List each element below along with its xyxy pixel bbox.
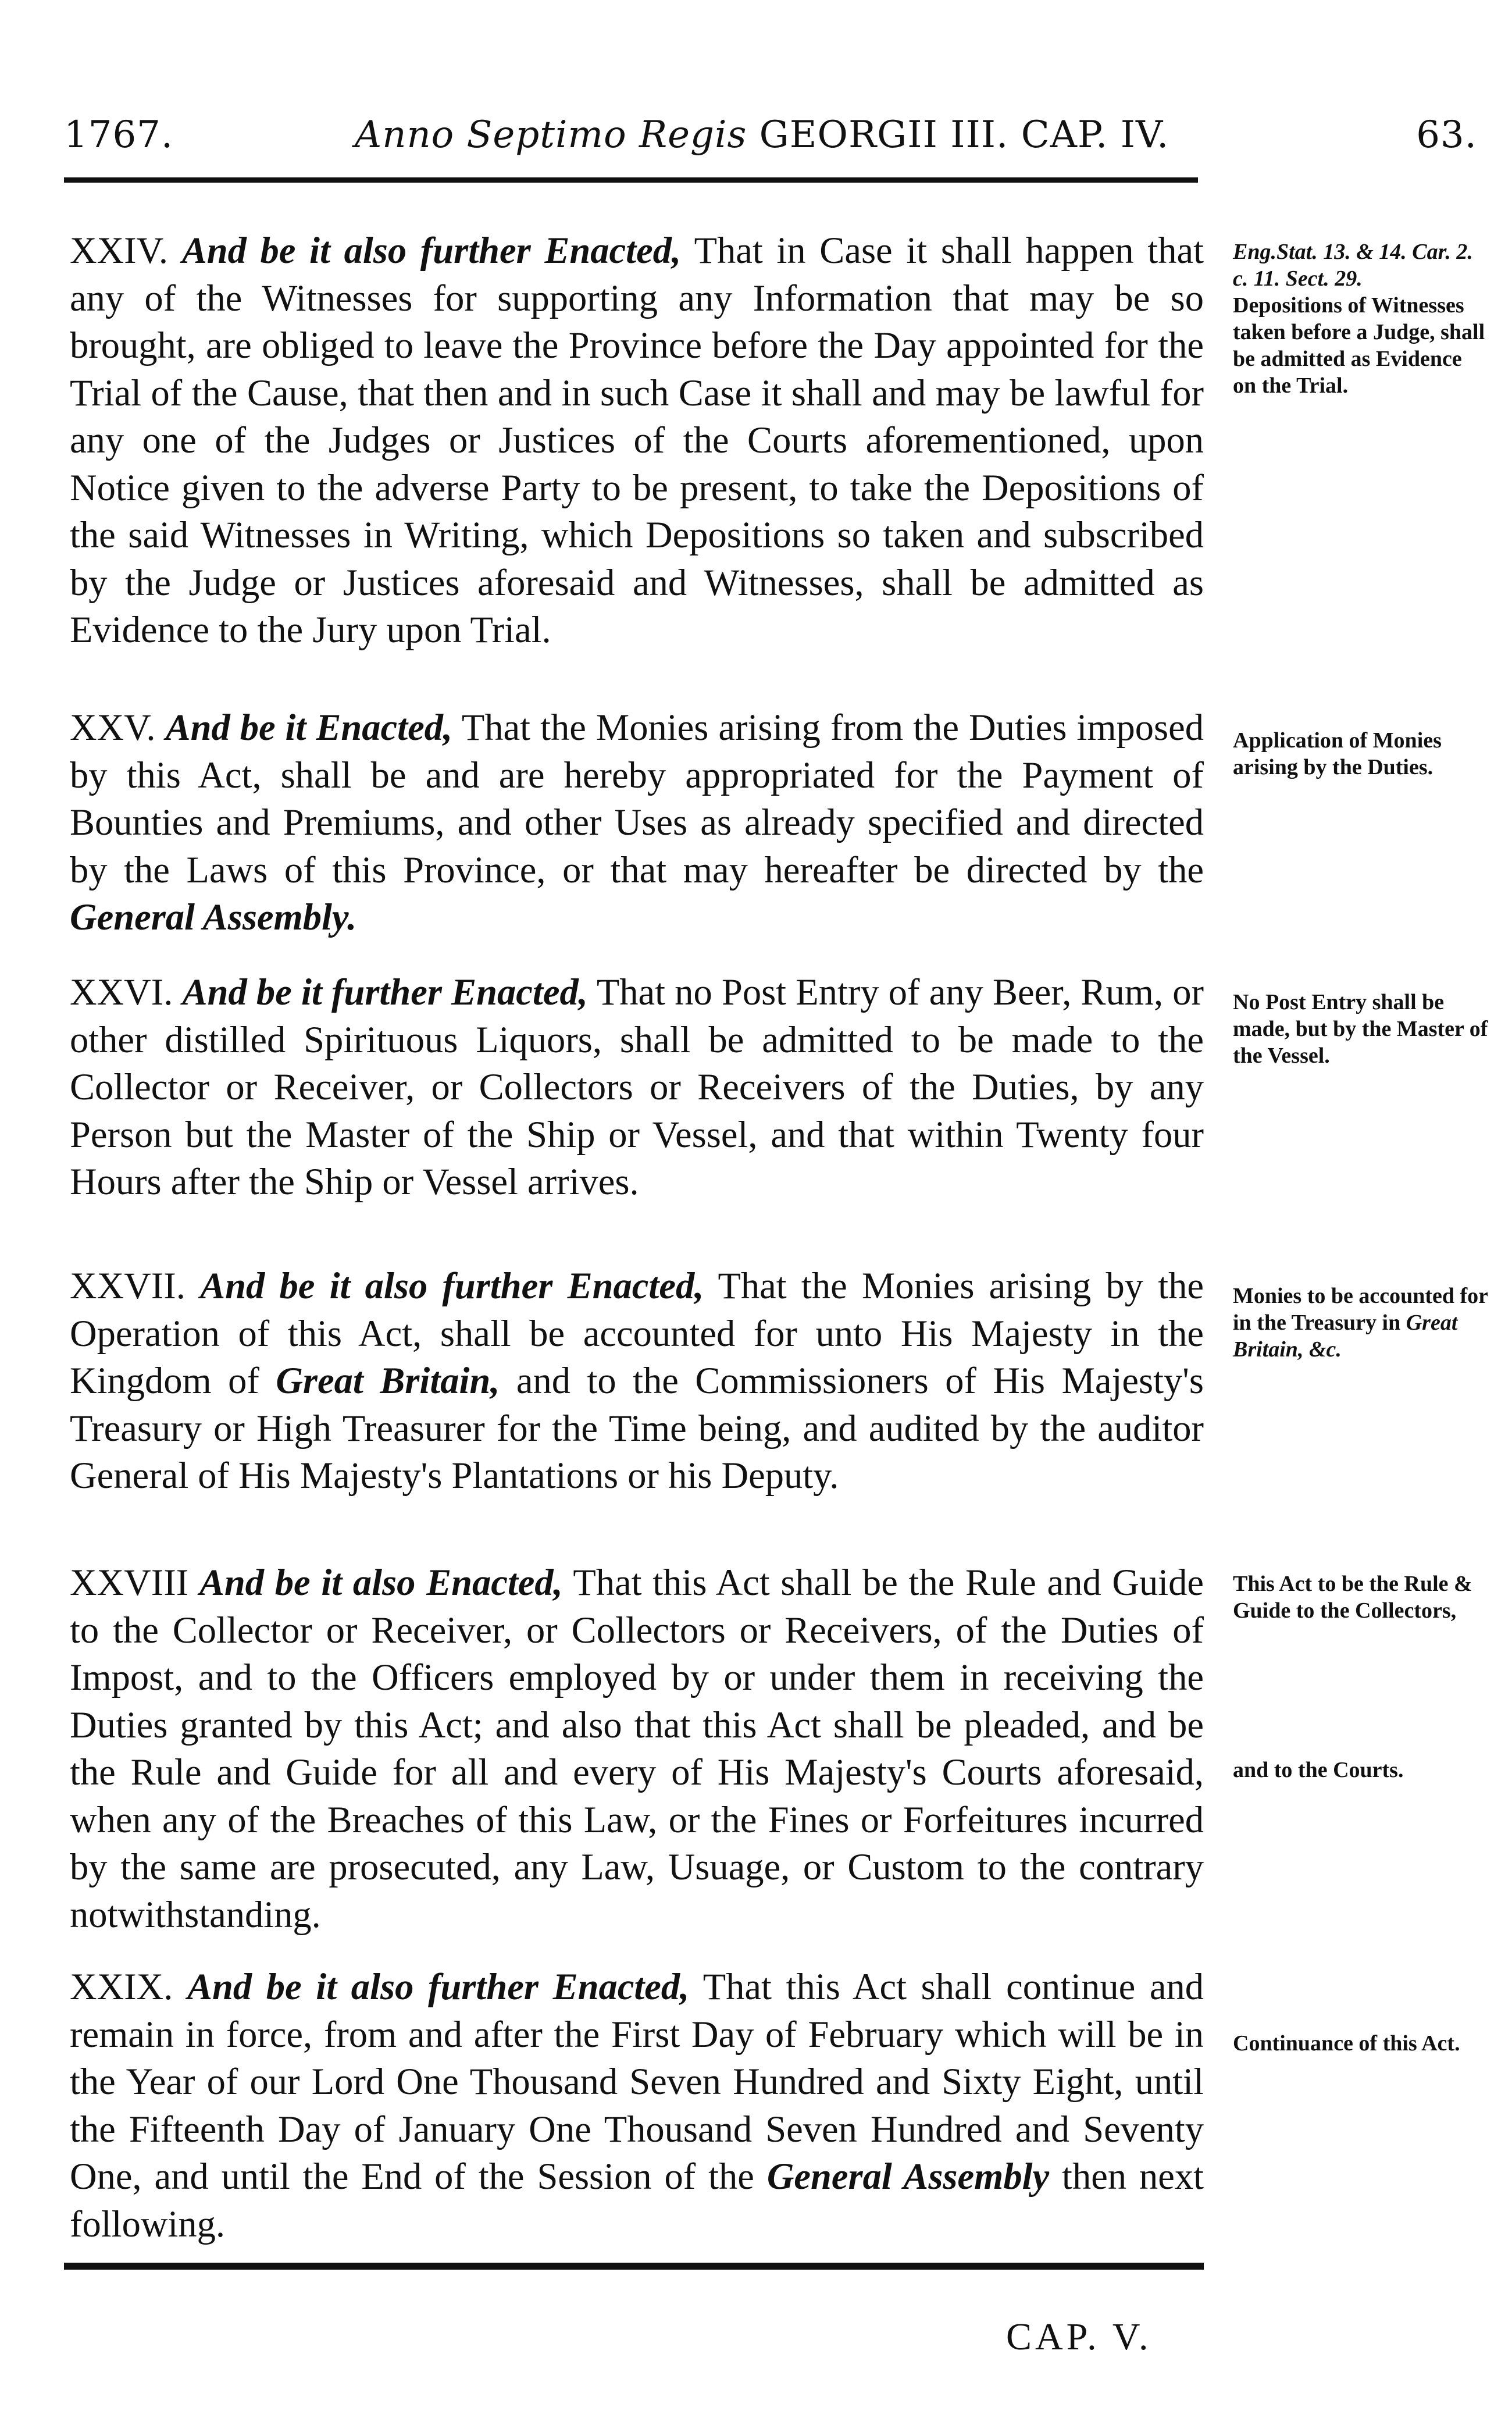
section-emphasis: General Assembly.	[70, 896, 357, 938]
footer-rule	[64, 2263, 1204, 2270]
marginal-note: Application of Monies arising by the Duties.	[1233, 728, 1442, 779]
marginal-note: Continuance of this Act.	[1233, 2031, 1460, 2056]
section-text: That in Case it shall happen that any of the Witnesses for supporting any Information that may be so brought, are obliged to leave the Province before the Day appointed for the Trial of the Cause, that then and in such Case it shall and may be lawful for any one of the Judges or Justices of the Courts aforementioned, upon Notice given to the adverse Party to be present, to take the Depositions of the said Witnesses in Writing, which Depositions so taken and subscribed by the Judge or Justices aforesaid and Witnesses, shall be admitted as Evidence to the Jury upon Trial.	[70, 230, 1204, 650]
margin-note-xxviii	[1233, 1570, 1489, 1624]
section-intro: And be it also Enacted,	[199, 1562, 563, 1603]
section-number: XXVI.	[70, 971, 173, 1013]
section-xxv	[70, 704, 1204, 941]
section-xxvi	[70, 968, 1204, 1206]
marginal-note: This Act to be the Rule & Guide to the Collectors,	[1233, 1572, 1472, 1623]
marginal-note-2: and to the Courts.	[1233, 1758, 1404, 1782]
section-text: That the Monies arising from the Duties imposed by this Act, shall be and are hereby appropriated for the Payment of Bounties and Premiums, and other Uses as already specified and directed by the Laws of this Province, or that may hereafter be directed by the	[70, 707, 1204, 891]
header-title-italic: Anno Septimo Regis	[355, 113, 747, 156]
margin-note-xxviii-courts	[1233, 1757, 1489, 1783]
section-xxviii	[70, 1559, 1204, 1938]
header-year: 1767.	[64, 113, 174, 156]
margin-note-xxiv	[1233, 238, 1489, 399]
section-number: XXVII.	[70, 1265, 186, 1306]
section-intro: And be it further Enacted,	[182, 971, 588, 1013]
header-rule	[64, 177, 1198, 183]
header-chapter: CAP. IV.	[1021, 113, 1169, 156]
page-number: 63.	[1416, 113, 1477, 156]
marginal-note: Monies to be accounted for in the Treasury in	[1233, 1284, 1488, 1335]
section-number: XXV.	[70, 707, 156, 748]
header-running-title	[355, 113, 1169, 156]
section-number: XXIV.	[70, 230, 169, 271]
section-number: XXIX.	[70, 1966, 173, 2007]
running-header	[64, 102, 1477, 166]
section-intro: And be it also further Enacted,	[187, 1966, 690, 2007]
section-text: That this Act shall continue and remain in force, from and after the First Day of February which will be in the Year of our Lord One Thousand Seven Hundred and Sixty Eight, until the Fifteenth Day of January One Thousand Seven Hundred and Seventy One, and until the End of the Session of the	[70, 1966, 1204, 2197]
header-title-caps: GEORGII III.	[759, 113, 1009, 156]
section-number: XXVIII	[70, 1562, 189, 1603]
section-text: That no Post Entry of any Beer, Rum, or other distilled Spirituous Liquors, shall be admitted to be made to the Collector or Receiver, or Collectors or Receivers of the Duties, by any Person but the Master of the Ship or Vessel, and that within Twenty four Hours after the Ship or Vessel arrives.	[70, 971, 1204, 1202]
margin-note-xxvii	[1233, 1283, 1489, 1363]
section-intro: And be it Enacted,	[165, 707, 453, 748]
margin-note-xxix	[1233, 2030, 1489, 2057]
marginal-note-emphasis: Great Britain, &c.	[1233, 1310, 1458, 1362]
section-intro: And be it also further Enacted,	[181, 230, 682, 271]
section-emphasis: Great Britain,	[276, 1360, 500, 1401]
section-text: That this Act shall be the Rule and Guide to the Collector or Receiver, or Collectors or Receivers, of the Duties of Impost, and to the Officers employed by or under them in receiving the Duties granted by this Act; and also that this Act shall be pleaded, and be the Rule and Guide for all and every of His Majesty's Courts aforesaid, when any of the Breaches of this Law, or the Fines or Forfeitures incurred by the same are prosecuted, any Law, Usuage, or Custom to the contrary notwithstanding.	[70, 1562, 1204, 1935]
catchword: CAP. V.	[1006, 2316, 1152, 2358]
section-xxiv	[70, 227, 1204, 654]
marginal-note: No Post Entry shall be made, but by the Master of the Vessel.	[1233, 990, 1488, 1068]
section-text-after: then next following.	[70, 2156, 1204, 2245]
marginal-note: Depositions of Witnesses taken before a Judge, shall be admitted as Evidence on the Trial.	[1233, 293, 1485, 398]
section-xxix	[70, 1963, 1204, 2248]
section-text: That the Monies arising by the Operation of this Act, shall be accounted for unto His Majesty in the Kingdom of	[70, 1265, 1204, 1401]
marginal-citation: Eng.Stat. 13. & 14. Car. 2. c. 11. Sect. 29.	[1233, 240, 1473, 291]
section-emphasis: General Assembly	[766, 2156, 1050, 2197]
section-text-after: and to the Commissioners of His Majesty's Treasury or High Treasurer for the Time being, and audited by the auditor General of His Majesty's Plantations or his Deputy.	[70, 1360, 1204, 1496]
margin-note-xxvi	[1233, 989, 1489, 1069]
margin-note-xxv	[1233, 727, 1489, 781]
section-intro: And be it also further Enacted,	[200, 1265, 704, 1306]
section-xxvii	[70, 1262, 1204, 1500]
